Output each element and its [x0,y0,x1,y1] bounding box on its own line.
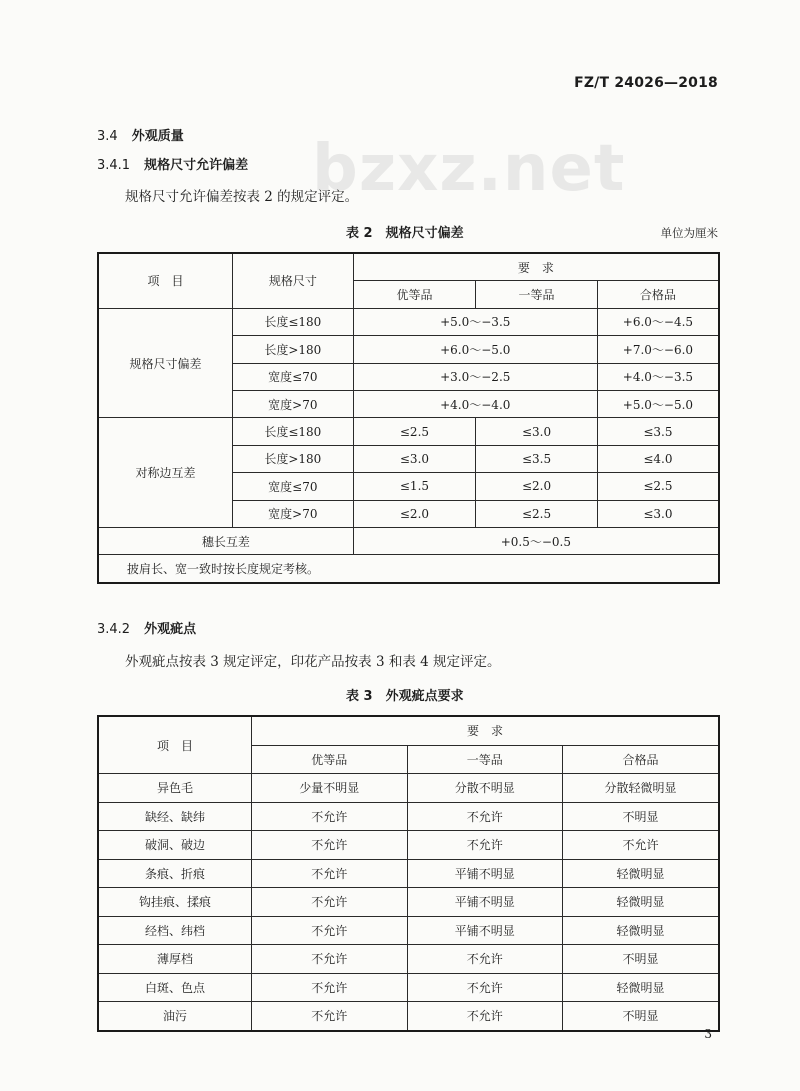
value-cell: 轻微明显 [563,916,720,945]
defect-item: 破洞、破边 [98,831,252,860]
section-3-4-1-heading [97,154,248,173]
header-grade-first: 一等品 [476,281,598,308]
fringe-value: +0.5～−0.5 [353,527,719,554]
table2-unit: 单位为厘米 [660,226,718,240]
value-cell: ≤3.5 [597,418,719,445]
table-row [98,888,719,917]
value-cell: 分散不明显 [407,774,562,803]
fringe-label: 穗长互差 [98,527,353,554]
section-3-4-heading [97,125,184,144]
table-row [98,1002,719,1031]
value-cell: ≤3.0 [353,445,476,472]
section-title: 外观质量 [131,129,184,144]
spec-cell: 长度>180 [233,445,354,472]
spec-cell: 长度>180 [233,336,354,363]
value-cell: 不允许 [252,945,407,974]
group-label: 规格尺寸偏差 [98,308,233,418]
table-row [98,527,719,554]
value-cell: 不允许 [407,1002,562,1031]
section-number: 3.4.2 [97,622,131,637]
value-cell: ≤3.5 [476,445,598,472]
defect-item: 缺经、缺纬 [98,802,252,831]
spec-cell: 宽度>70 [233,390,354,417]
section-3-4-2-text: 外观疵点按表 3 规定评定，印花产品按表 3 和表 4 规定评定。 [125,654,501,670]
value-cell: ≤3.0 [597,500,719,527]
header-grade-superior: 优等品 [252,745,407,774]
value-cell: ≤2.0 [476,473,598,500]
value-cell: ≤2.0 [353,500,476,527]
table-row [98,555,719,583]
value-cell: +7.0～−6.0 [597,336,719,363]
table-row [98,916,719,945]
value-cell: 不允许 [407,945,562,974]
table-row [98,802,719,831]
value-cell: 不允许 [252,1002,407,1031]
group-label: 对称边互差 [98,418,233,528]
header-grade-qualified: 合格品 [597,281,719,308]
value-cell: 不允许 [252,802,407,831]
watermark: bzxz.net [312,132,626,206]
value-cell: 轻微明显 [563,888,720,917]
defect-item: 薄厚档 [98,945,252,974]
value-cell: 不明显 [563,1002,720,1031]
value-cell: ≤2.5 [353,418,476,445]
value-cell: +6.0～−4.5 [597,308,719,335]
table-row [98,831,719,860]
table-3 [97,715,720,1032]
value-cell: ≤4.0 [597,445,719,472]
header-grade-first: 一等品 [407,745,562,774]
section-number: 3.4.1 [97,158,131,173]
value-cell: +6.0～−5.0 [353,336,597,363]
section-number: 3.4 [97,129,118,144]
value-cell: 不允许 [252,831,407,860]
value-cell: 不明显 [563,802,720,831]
defect-item: 油污 [98,1002,252,1031]
value-cell: ≤3.0 [476,418,598,445]
page-number: 3 [704,1027,712,1041]
value-cell: 不允许 [407,831,562,860]
defect-item: 白斑、色点 [98,973,252,1002]
table-2 [97,252,720,584]
header-grade-superior: 优等品 [353,281,476,308]
spec-cell: 宽度>70 [233,500,354,527]
defect-item: 异色毛 [98,774,252,803]
section-3-4-1-text: 规格尺寸允许偏差按表 2 的规定评定。 [125,189,359,205]
value-cell: 不明显 [563,945,720,974]
defect-item: 钩挂痕、揉痕 [98,888,252,917]
value-cell: 不允许 [407,802,562,831]
value-cell: +4.0～−4.0 [353,390,597,417]
header-item: 项 目 [98,716,252,774]
value-cell: 分散轻微明显 [563,774,720,803]
value-cell: 不允许 [252,888,407,917]
table-row [98,418,719,445]
header-item: 项 目 [98,253,233,308]
defect-item: 条痕、折痕 [98,859,252,888]
table-row [98,859,719,888]
value-cell: +3.0～−2.5 [353,363,597,390]
value-cell: 平铺不明显 [407,859,562,888]
table-row [98,308,719,335]
defect-item: 经档、纬档 [98,916,252,945]
table-row [98,774,719,803]
standard-number: FZ/T 24026—2018 [574,75,718,91]
spec-cell: 宽度≤70 [233,363,354,390]
value-cell: +4.0～−3.5 [597,363,719,390]
value-cell: 不允许 [252,973,407,1002]
value-cell: 轻微明显 [563,973,720,1002]
value-cell: 不允许 [407,973,562,1002]
spec-cell: 长度≤180 [233,418,354,445]
value-cell: 不允许 [252,859,407,888]
table2-note: 披肩长、宽一致时按长度规定考核。 [98,555,719,583]
value-cell: 轻微明显 [563,859,720,888]
table-row [98,945,719,974]
value-cell: ≤2.5 [597,473,719,500]
spec-cell: 宽度≤70 [233,473,354,500]
value-cell: 少量不明显 [252,774,407,803]
section-title: 外观疵点 [144,622,197,637]
spec-cell: 长度≤180 [233,308,354,335]
header-spec: 规格尺寸 [233,253,354,308]
header-requirement: 要 求 [353,253,719,281]
value-cell: ≤2.5 [476,500,598,527]
table-row [98,973,719,1002]
section-title: 规格尺寸允许偏差 [144,158,249,173]
header-requirement: 要 求 [252,716,719,745]
table3-caption: 表 3 外观疵点要求 [346,689,464,704]
value-cell: 平铺不明显 [407,916,562,945]
value-cell: 不允许 [252,916,407,945]
value-cell: 平铺不明显 [407,888,562,917]
header-grade-qualified: 合格品 [563,745,720,774]
value-cell: +5.0～−5.0 [597,390,719,417]
value-cell: ≤1.5 [353,473,476,500]
value-cell: +5.0～−3.5 [353,308,597,335]
section-3-4-2-heading [97,618,196,637]
table2-caption: 表 2 规格尺寸偏差 [346,226,464,241]
value-cell: 不允许 [563,831,720,860]
